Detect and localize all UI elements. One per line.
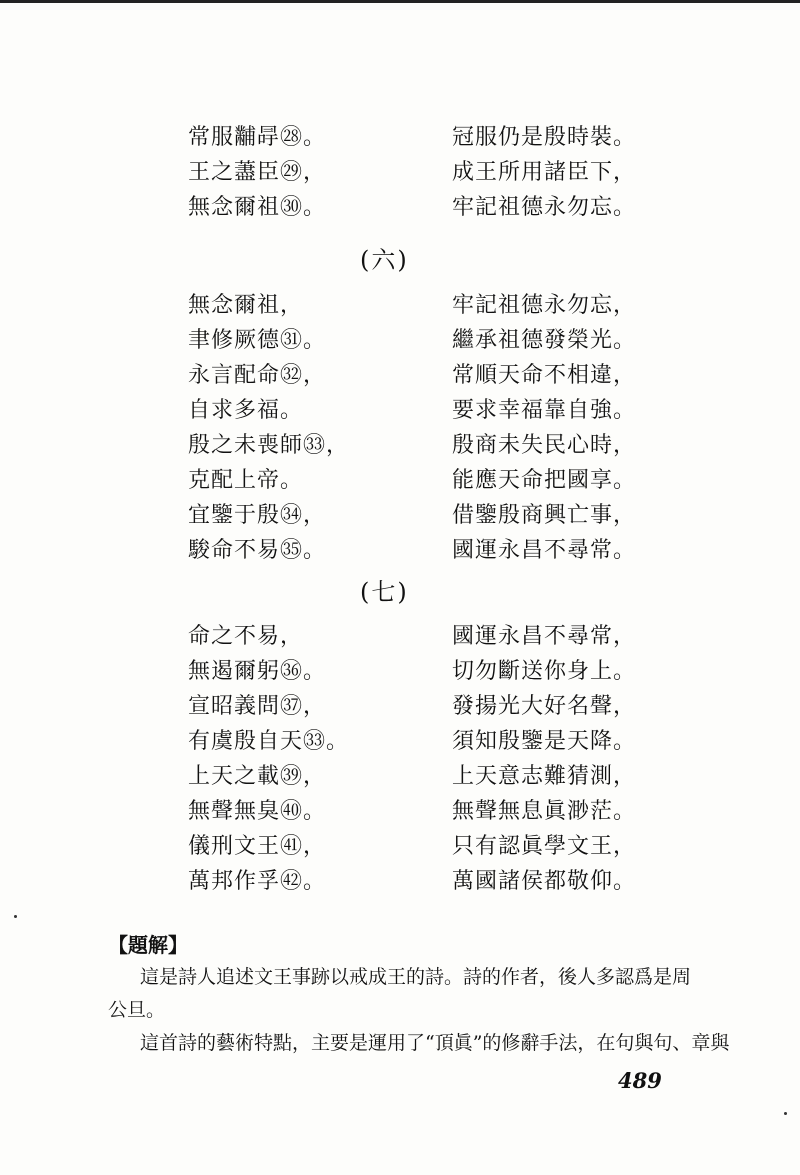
stanza7-line2-translation: 切勿斷送你身上。 <box>452 659 637 684</box>
stanza6-line1-translation: 牢記祖德永勿忘， <box>452 293 637 318</box>
stanza7-title: (七) <box>360 578 409 606</box>
stanza6-line2-original: 聿修厥德㉛。 <box>188 328 327 353</box>
stanza5-line2-translation: 成王所用諸臣下， <box>452 160 637 185</box>
stanza7-line2-original: 無遏爾躬㊱。 <box>188 659 327 684</box>
commentary-line1: 這是詩人追述文王事跡以戒成王的詩。詩的作者，後人多認爲是周 <box>140 966 692 988</box>
stanza6-line2-translation: 繼承祖德發榮光。 <box>452 328 637 353</box>
stanza6-line3-translation: 常順天命不相違， <box>452 363 637 388</box>
stanza6-line3-original: 永言配命㉜， <box>188 363 327 388</box>
stanza6-line8-translation: 國運永昌不尋常。 <box>452 538 637 563</box>
stanza5-line1-translation: 冠服仍是殷時裝。 <box>452 125 637 150</box>
stanza7-line1-original: 命之不易， <box>188 624 304 649</box>
scan-speck <box>784 1112 787 1115</box>
stanza6-line8-original: 駿命不易㉟。 <box>188 538 327 563</box>
stanza6-line5-original: 殷之未喪師㉝， <box>188 433 350 458</box>
stanza7-line4-translation: 須知殷鑒是天降。 <box>452 729 637 754</box>
stanza7-line5-translation: 上天意志難猜測， <box>452 764 637 789</box>
stanza6-line7-original: 宜鑒于殷㉞， <box>188 503 327 528</box>
stanza6-line7-translation: 借鑒殷商興亡事， <box>452 503 637 528</box>
stanza5-line3-original: 無念爾祖㉚。 <box>188 195 327 220</box>
stanza7-line8-original: 萬邦作孚㊷。 <box>188 869 327 894</box>
stanza7-line7-translation: 只有認眞學文王， <box>452 834 637 859</box>
stanza7-line8-translation: 萬國諸侯都敬仰。 <box>452 869 637 894</box>
stanza6-line6-original: 克配上帝。 <box>188 468 304 493</box>
stanza5-line1-original: 常服黼冔㉘。 <box>188 125 327 150</box>
stanza5-line3-translation: 牢記祖德永勿忘。 <box>452 195 637 220</box>
stanza6-line1-original: 無念爾祖， <box>188 293 304 318</box>
stanza7-line1-translation: 國運永昌不尋常， <box>452 624 637 649</box>
stanza7-line5-original: 上天之載㊴， <box>188 764 327 789</box>
stanza7-line4-original: 有虞殷自天㉝。 <box>188 729 350 754</box>
top-border-rule <box>0 0 800 3</box>
commentary-heading: 【題解】 <box>108 933 188 957</box>
stanza7-line6-original: 無聲無臭㊵。 <box>188 799 327 824</box>
scan-speck <box>14 915 17 918</box>
stanza6-line6-translation: 能應天命把國享。 <box>452 468 637 493</box>
stanza6-title: (六) <box>360 246 409 274</box>
stanza7-line3-original: 宣昭義問㊲， <box>188 694 327 719</box>
stanza6-line4-original: 自求多福。 <box>188 398 304 423</box>
stanza7-line3-translation: 發揚光大好名聲， <box>452 694 637 719</box>
stanza5-line2-original: 王之藎臣㉙， <box>188 160 327 185</box>
commentary-line2: 公旦。 <box>108 999 166 1021</box>
commentary-line3: 這首詩的藝術特點，主要是運用了“頂眞”的修辭手法，在句與句、章與 <box>140 1032 730 1054</box>
stanza6-line5-translation: 殷商未失民心時， <box>452 433 637 458</box>
stanza7-line7-original: 儀刑文王㊶， <box>188 834 327 859</box>
stanza6-line4-translation: 要求幸福靠自強。 <box>452 398 637 423</box>
page-number: 489 <box>618 1068 662 1093</box>
stanza7-line6-translation: 無聲無息眞渺茫。 <box>452 799 637 824</box>
